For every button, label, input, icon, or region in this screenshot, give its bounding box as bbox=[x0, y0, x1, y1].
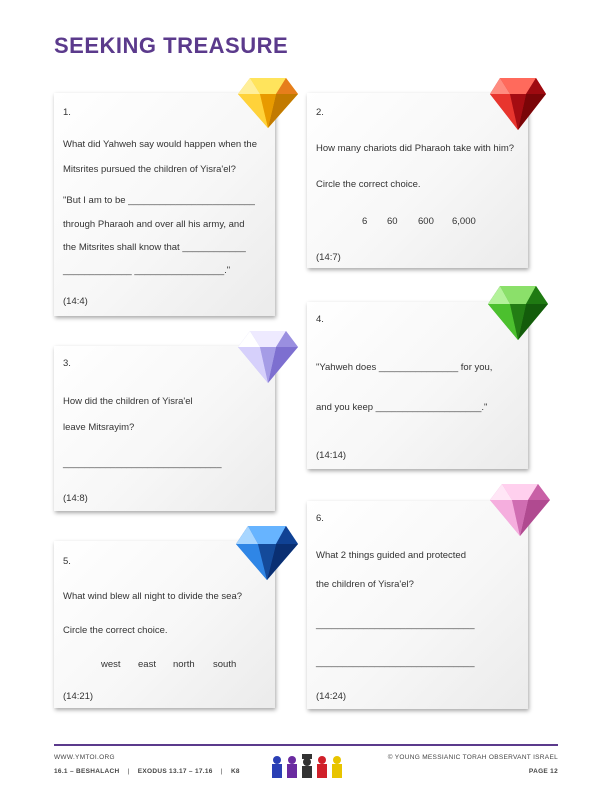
choice-option[interactable]: 600 bbox=[418, 216, 434, 227]
scripture-reference: (14:7) bbox=[316, 252, 341, 263]
scripture-reference: (14:24) bbox=[316, 691, 347, 702]
choice-option[interactable]: 6 bbox=[362, 216, 368, 227]
question-number: 3. bbox=[63, 358, 71, 369]
answer-line[interactable]: and you keep ____________________." bbox=[316, 402, 488, 413]
question-number: 2. bbox=[316, 107, 324, 118]
question-text: How many chariots did Pharaoh take with him? bbox=[316, 143, 515, 154]
question-number: 6. bbox=[316, 513, 324, 524]
question-text: What 2 things guided and protected bbox=[316, 550, 466, 561]
scripture-range: EXODUS 13.17 – 17.16 bbox=[137, 768, 213, 775]
answer-line: through Pharaoh and over all his army, and bbox=[63, 219, 245, 230]
question-number: 5. bbox=[63, 556, 71, 567]
red-gem-icon bbox=[488, 74, 548, 132]
footer-copyright: © YOUNG MESSIANIC TORAH OBSERVANT ISRAEL bbox=[387, 754, 558, 761]
question-text: Circle the correct choice. bbox=[63, 625, 168, 636]
question-number: 1. bbox=[63, 107, 71, 118]
figure-yellow bbox=[332, 756, 342, 778]
question-text: What did Yahweh say would happen when the bbox=[63, 139, 258, 150]
scripture-reference: (14:4) bbox=[63, 296, 88, 307]
footer-divider bbox=[54, 744, 558, 746]
scripture-reference: (14:14) bbox=[316, 450, 347, 461]
question-text: What wind blew all night to divide the sea? bbox=[63, 591, 243, 602]
answer-line[interactable]: "But I am to be ________________________ bbox=[63, 195, 255, 206]
figure-red bbox=[317, 756, 327, 778]
lesson-label: 16.1 – BESHALACH bbox=[54, 768, 120, 775]
footer-website[interactable]: WWW.YMTOI.ORG bbox=[54, 754, 115, 761]
blue-gem-icon bbox=[234, 522, 300, 582]
question-text: the children of Yisra'el? bbox=[316, 579, 414, 590]
question-text: Circle the correct choice. bbox=[316, 179, 421, 190]
question-text: leave Mitsrayim? bbox=[63, 422, 135, 433]
choice-option[interactable]: 60 bbox=[387, 216, 398, 227]
scripture-reference: (14:8) bbox=[63, 493, 88, 504]
choice-option[interactable]: north bbox=[173, 659, 195, 670]
answer-line[interactable]: "Yahweh does _______________ for you, bbox=[316, 362, 493, 373]
choice-option[interactable]: 6,000 bbox=[452, 216, 476, 227]
choice-option[interactable]: west bbox=[101, 659, 121, 670]
figure-blue bbox=[272, 756, 282, 778]
figure-dark bbox=[302, 754, 312, 778]
answer-line[interactable]: ______________________________ bbox=[316, 657, 475, 668]
question-text: How did the children of Yisra'el bbox=[63, 396, 193, 407]
answer-line[interactable]: _____________ _________________." bbox=[63, 265, 231, 276]
footer-lesson: 16.1 – BESHALACH | EXODUS 13.17 – 17.16 | K8 bbox=[54, 768, 240, 775]
answer-line[interactable]: ______________________________ bbox=[63, 458, 222, 469]
grade-label: K8 bbox=[230, 768, 240, 775]
choice-option[interactable]: south bbox=[213, 659, 237, 670]
figure-purple bbox=[287, 756, 297, 778]
pink-gem-icon bbox=[488, 480, 552, 538]
question-text: Mitsrites pursued the children of Yisra'el? bbox=[63, 164, 236, 175]
page-number: PAGE 12 bbox=[528, 768, 558, 775]
green-gem-icon bbox=[486, 282, 550, 342]
choice-option[interactable]: east bbox=[138, 659, 156, 670]
children-logo-icon bbox=[268, 752, 346, 782]
lavender-gem-icon bbox=[236, 327, 300, 385]
scripture-reference: (14:21) bbox=[63, 691, 94, 702]
answer-line[interactable]: ______________________________ bbox=[316, 619, 475, 630]
question-number: 4. bbox=[316, 314, 324, 325]
answer-line[interactable]: the Mitsrites shall know that ____________ bbox=[63, 242, 246, 253]
yellow-gem-icon bbox=[236, 74, 300, 130]
page-title: SEEKING TREASURE bbox=[54, 33, 289, 58]
